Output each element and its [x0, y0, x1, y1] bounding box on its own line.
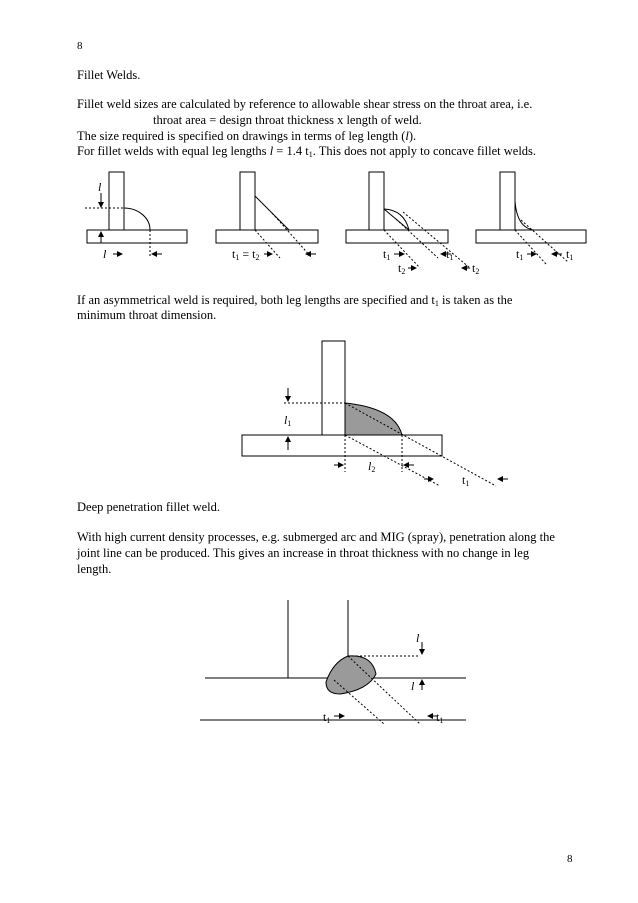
label-leg-l: l [103, 247, 107, 261]
fillet-diagram-concave [476, 172, 586, 264]
formula-line: throat area = design throat thickness x length of weld. [153, 113, 422, 127]
label-t1: t1 [323, 710, 331, 725]
page-number-bottom: 8 [567, 853, 573, 865]
label-t1-equals-t2: t1 = t2 [232, 247, 260, 262]
paragraph-line: minimum throat dimension. [77, 308, 217, 322]
label-t1: t1 [446, 247, 454, 262]
paragraph-line: The size required is specified on drawings in terms of leg length (l). [77, 129, 417, 143]
paragraph-line: Fillet weld sizes are calculated by reference to allowable shear stress on the throat area, i.e. [77, 97, 533, 111]
label-t1: t1 [566, 247, 574, 262]
deep-penetration-diagram [200, 600, 466, 724]
label-t1: t1 [516, 247, 524, 262]
paragraph-line: length. [77, 562, 112, 576]
label-t1: t1 [436, 710, 444, 725]
paragraph-line: For fillet welds with equal leg lengths l = 1.4 $t_1$. This does not apply to concave fillet welds. [77, 144, 537, 159]
section-title-deep-penetration: Deep penetration fillet weld. [77, 500, 220, 514]
paragraph-line: With high current density processes, e.g. submerged arc and MIG (spray), penetration along the [77, 530, 555, 544]
page-number-top: 8 [77, 40, 83, 52]
label-leg-l: l [98, 180, 102, 194]
paragraph-line: If an asymmetrical weld is required, both leg lengths are specified and $t_1$ is taken as the [77, 293, 513, 308]
label-t1: t1 [462, 473, 470, 488]
label-leg-l: l [411, 679, 415, 693]
label-t2: t2 [472, 261, 480, 276]
label-leg-l: l [416, 631, 420, 645]
label-l1: l1 [284, 413, 292, 428]
label-t1: t1 [383, 247, 391, 262]
section-title-fillet-welds: Fillet Welds. [77, 68, 141, 82]
label-t2: t2 [398, 261, 406, 276]
paragraph-line: joint line can be produced. This gives an increase in throat thickness with no change in leg [77, 546, 530, 560]
label-l2: l2 [368, 459, 376, 474]
fillet-diagram-flat [216, 172, 318, 258]
